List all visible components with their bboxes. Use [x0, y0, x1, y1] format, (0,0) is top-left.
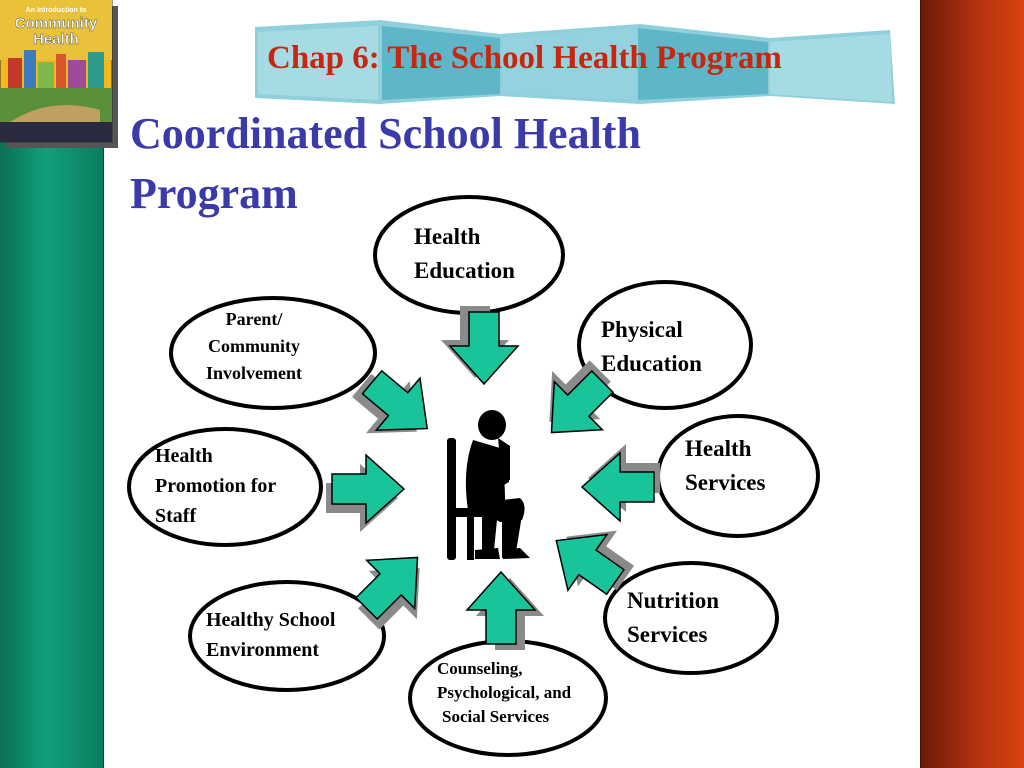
label-health-education: Health Education [414, 224, 515, 283]
arrow-from-counseling [467, 572, 544, 650]
label-health-services: Health Services [685, 436, 766, 495]
book-line2: Community [14, 15, 98, 32]
label-health-promotion-staff: Health Promotion for Staff [155, 445, 277, 527]
seated-person-icon [447, 410, 530, 560]
label-counseling: Counseling, Psychological, and Social Services [437, 659, 572, 726]
book-line3: Health [33, 31, 79, 48]
arrow-from-health-promotion-staff [326, 455, 404, 532]
label-physical-education: Physical Education [601, 317, 702, 376]
label-healthy-school-environment: Healthy School Environment [206, 609, 336, 661]
book-line1: An Introduction to [25, 7, 87, 14]
label-nutrition-services: Nutrition Services [627, 588, 719, 647]
arrow-from-health-services [582, 444, 660, 521]
header-title: Chap 6: The School Health Program [267, 40, 782, 76]
slide-title: Coordinated School Health Program [130, 109, 641, 218]
label-parent-community: Parent/ Community Involvement [206, 309, 302, 383]
arrow-from-health-education [441, 306, 518, 384]
